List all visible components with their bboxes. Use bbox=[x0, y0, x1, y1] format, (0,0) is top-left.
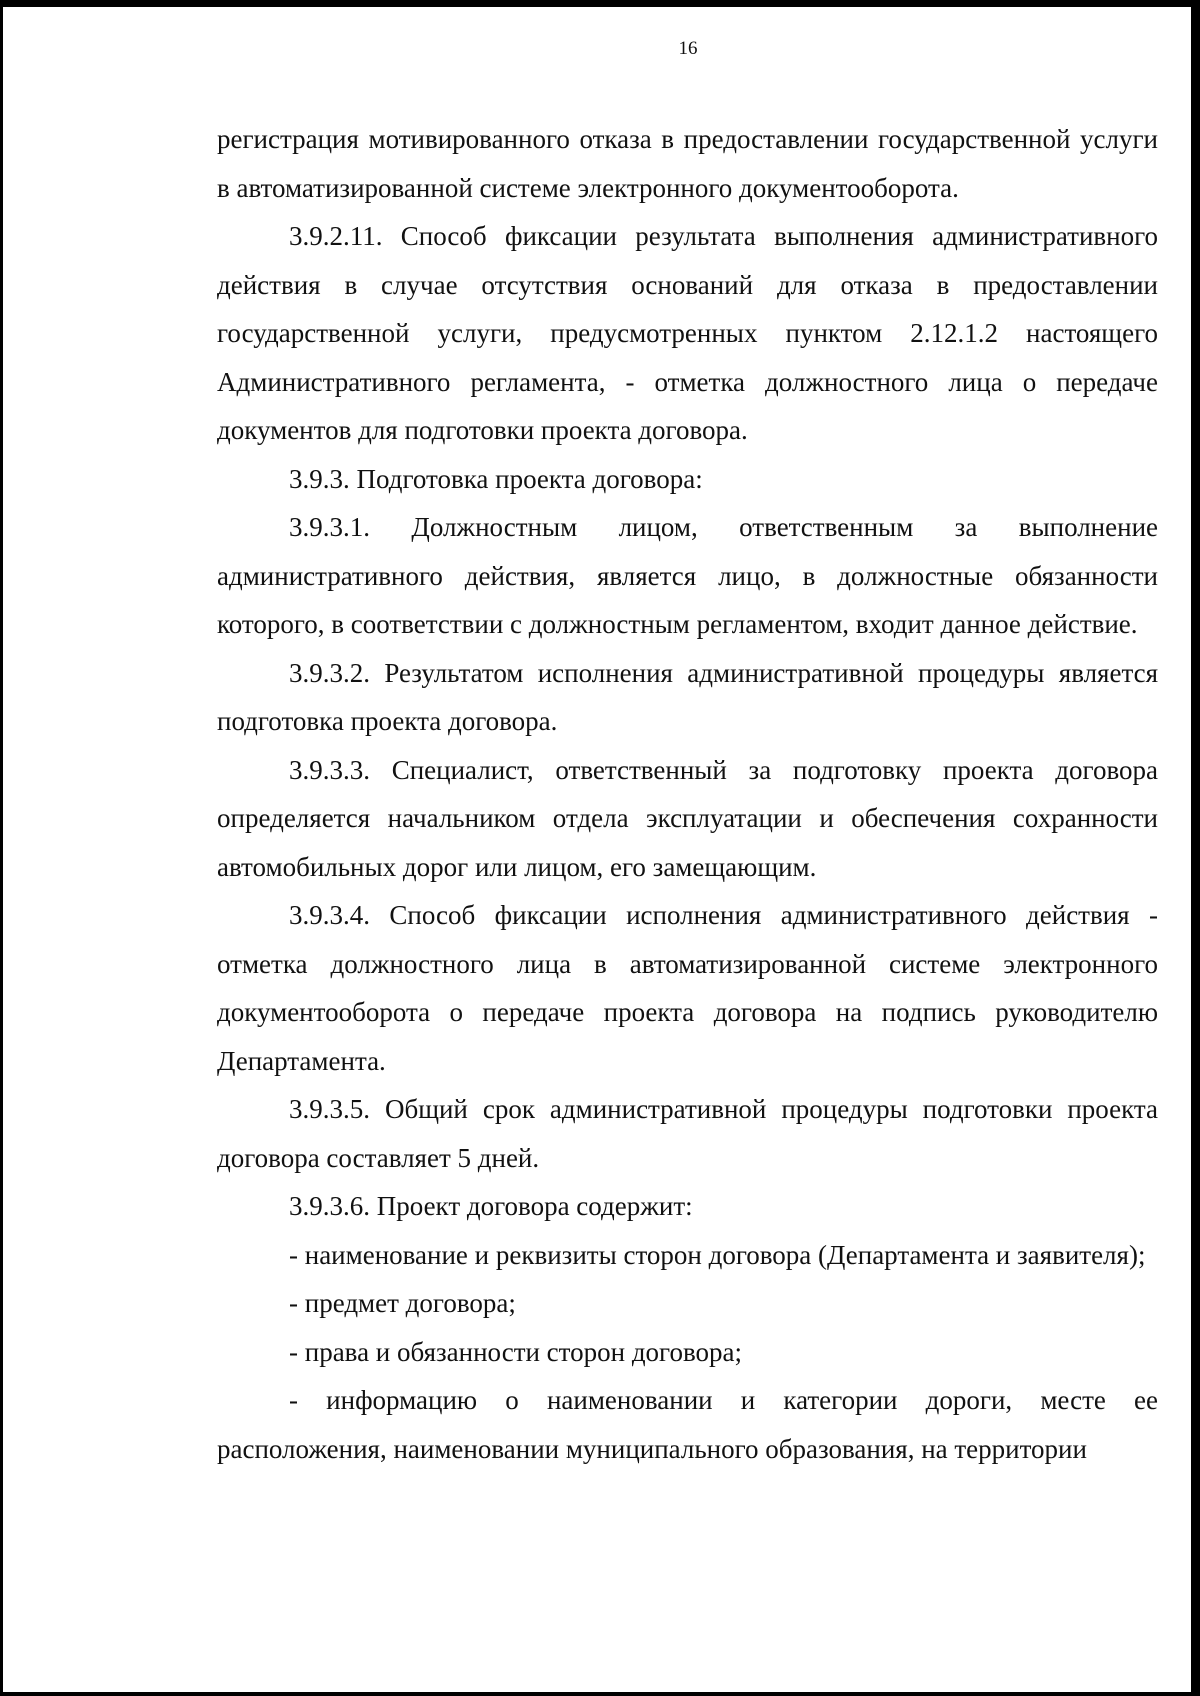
list-item-parties: - наименование и реквизиты сторон договора (Департамента и заявителя); bbox=[289, 1239, 1146, 1270]
page-number: 16 bbox=[678, 38, 698, 59]
list-item-road-info: - информацию о наименовании и категории дороги, месте ее расположения, наименовании муниципального образования, на территории bbox=[217, 1385, 1158, 1464]
list-item-rights: - права и обязанности сторон договора; bbox=[289, 1336, 743, 1367]
paragraph-continuation: регистрация мотивированного отказа в предоставлении государственной услуги в автоматизированной системе электронного документооборота. bbox=[217, 124, 1158, 203]
paragraph-3-9-3: 3.9.3. Подготовка проекта договора: bbox=[289, 463, 703, 494]
paragraph-3-9-3-2: 3.9.3.2. Результатом исполнения административной процедуры является подготовка проекта договора. bbox=[217, 657, 1158, 736]
paragraph-3-9-2-11: 3.9.2.11. Способ фиксации результата выполнения административного действия в случае отсутствия оснований для отказа в предоставлении государственной услуги, предусмотренных пунктом 2.12.1.2 настоящего Административного регламента, - отметка должностного лица о передаче документов для подготовки проекта договора. bbox=[217, 221, 1158, 445]
paragraph-3-9-3-4: 3.9.3.4. Способ фиксации исполнения административного действия - отметка должностного лица в автоматизированной системе электронного документооборота о передаче проекта договора на подпись руководителю Департамента. bbox=[217, 900, 1158, 1076]
list-item-subject: - предмет договора; bbox=[289, 1288, 516, 1318]
paragraph-3-9-3-1: 3.9.3.1. Должностным лицом, ответственным за выполнение административного действия, является лицо, в должностные обязанности которого, в соответствии с должностным регламентом, входит данное действие. bbox=[217, 512, 1158, 639]
paragraph-3-9-3-5: 3.9.3.5. Общий срок административной процедуры подготовки проекта договора составляет 5 дней. bbox=[217, 1094, 1158, 1173]
paragraph-3-9-3-6: 3.9.3.6. Проект договора содержит: bbox=[289, 1191, 693, 1221]
document-body bbox=[217, 115, 1158, 1473]
paragraph-3-9-3-3: 3.9.3.3. Специалист, ответственный за подготовку проекта договора определяется начальником отдела эксплуатации и обеспечения сохранности автомобильных дорог или лицом, его замещающим. bbox=[217, 754, 1158, 882]
